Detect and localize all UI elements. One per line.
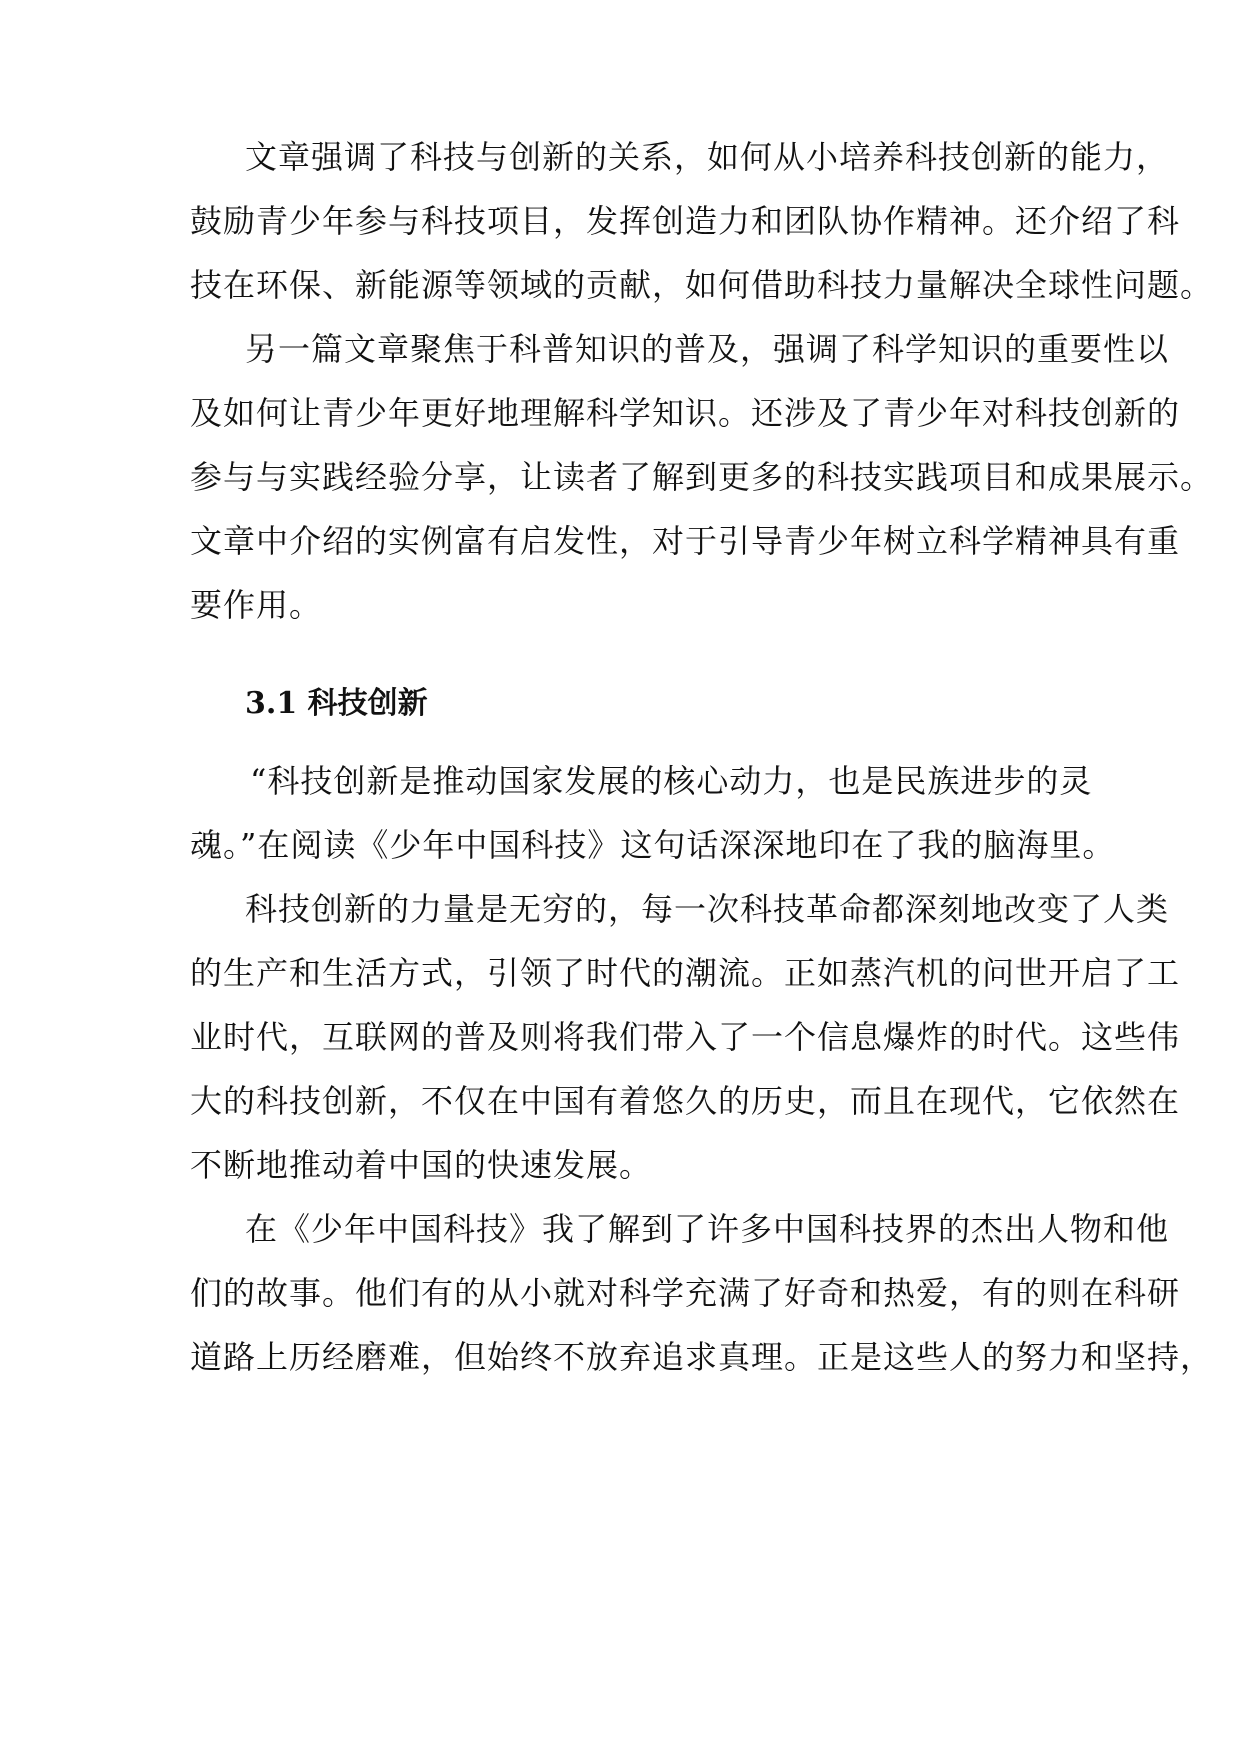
- text-line: 文章中介绍的实例富有启发性，对于引导青少年树立科学精神具有重: [190, 522, 1181, 560]
- text-line: 另一篇文章聚焦于科普知识的普及，强调了科学知识的重要性以: [245, 330, 1170, 368]
- text-line: 的生产和生活方式，引领了时代的潮流。正如蒸汽机的问世开启了工: [190, 954, 1181, 992]
- text-line: 及如何让青少年更好地理解科学知识。还涉及了青少年对科技创新的: [190, 394, 1181, 432]
- text-line: 大的科技创新，不仅在中国有着悠久的历史，而且在现代，它依然在: [190, 1082, 1181, 1120]
- text-line: 科技创新的力量是无穷的，每一次科技革命都深刻地改变了人类: [245, 890, 1170, 928]
- text-line: 不断地推动着中国的快速发展。: [190, 1146, 653, 1184]
- text-line: 在《少年中国科技》我了解到了许多中国科技界的杰出人物和他: [245, 1210, 1170, 1248]
- text-line: 要作用。: [190, 586, 323, 624]
- text-line: 们的故事。他们有的从小就对科学充满了好奇和热爱，有的则在科研: [190, 1274, 1181, 1312]
- text-line: 鼓励青少年参与科技项目，发挥创造力和团队协作精神。还介绍了科: [190, 202, 1181, 240]
- text-line: 参与与实践经验分享，让读者了解到更多的科技实践项目和成果展示。: [190, 458, 1214, 496]
- text-line: 技在环保、新能源等领域的贡献，如何借助科技力量解决全球性问题。: [190, 266, 1214, 304]
- text-line: “科技创新是推动国家发展的核心动力，也是民族进步的灵: [250, 762, 1093, 800]
- text-line: 业时代，互联网的普及则将我们带入了一个信息爆炸的时代。这些伟: [190, 1018, 1181, 1056]
- text-line: 魂。”在阅读《少年中国科技》这句话深深地印在了我的脑海里。: [190, 826, 1116, 864]
- section-heading: 3.1 科技创新: [245, 686, 428, 721]
- text-line: 道路上历经磨难，但始终不放弃追求真理。正是这些人的努力和坚持，: [190, 1338, 1214, 1376]
- text-line: 文章强调了科技与创新的关系，如何从小培养科技创新的能力，: [245, 138, 1170, 176]
